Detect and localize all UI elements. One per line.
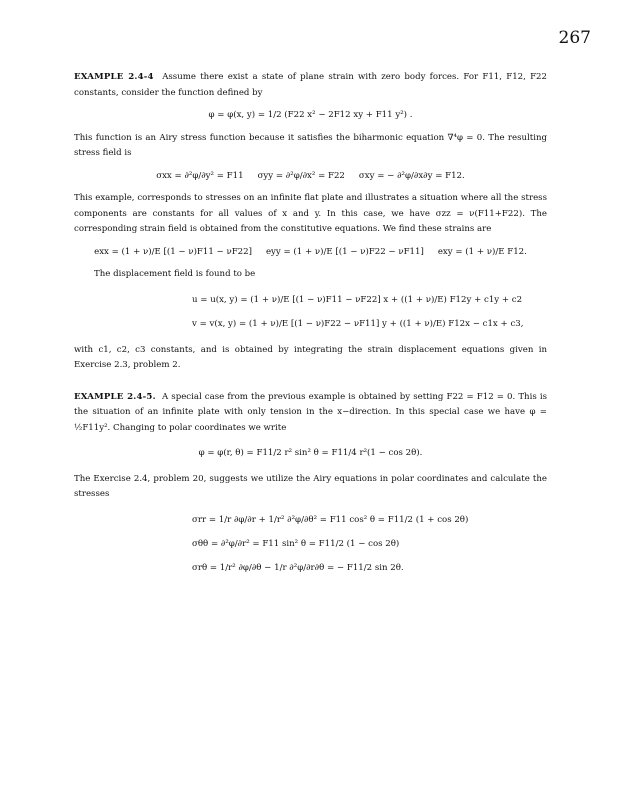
equation-phi-polar: φ = φ(r, θ) = F11/2 r² sin² θ = F11/4 r²(1 − cos 2θ). [198,448,423,458]
strain-field-equations [74,245,547,261]
equation-phi: φ = φ(x, y) = 1/2 (F22 x² − 2F12 xy + F11 y²) . [208,110,413,120]
equation-displacement-u: u = u(x, y) = (1 + ν)/E [(1 − ν)F11 − νF22] x + ((1 + ν)/E) F12y + c1y + c2 [192,294,523,305]
displacement-intro: The displacement field is found to be [94,269,256,279]
page-content [74,70,547,587]
equation-stress-yy: σyy = ∂²φ/∂x² = F22 [257,170,345,181]
equation-strain-yy: eyy = (1 + ν)/E [(1 − ν)F22 − νF11] [265,246,424,257]
plate-paragraph: This example, corresponds to stresses on an infinite flat plate and illustrates a situation where all the stress components are constants for all values of x and y. In this case, we have σzz = ν(F11+F22). The corresponding strain field is obtained from the constitutive equations. We find these strains are [74,193,547,234]
equation-sigma-theta-theta: σθθ = ∂²φ/∂r² = F11 sin² θ = F11/2 (1 − cos 2θ) [192,538,400,549]
displacement-equations [192,289,547,337]
example-2-intro-paragraph [74,390,547,437]
exercise-paragraph: The Exercise 2.4, problem 20, suggests we utilize the Airy equations in polar coordinates and calculate the stresses [74,473,547,499]
example-1-intro-paragraph [74,70,547,101]
equation-stress-xx: σxx = ∂²φ/∂y² = F11 [156,170,244,181]
equation-stress-xy: σxy = − ∂²φ/∂x∂y = F12. [358,170,465,181]
equation-displacement-v: v = v(x, y) = (1 + ν)/E [(1 − ν)F22 − νF11] y + ((1 + ν)/E) F12x − c1x + c3, [192,318,524,329]
displacement-closing: with c1, c2, c3 constants, and is obtained by integrating the strain displacement equations given in Exercise 2.3, problem 2. [74,344,547,370]
page-number: 267 [558,28,591,48]
example-2-intro: A special case from the previous example is obtained by setting F22 = F12 = 0. This is the situation of an infinite plate with only tension in the x−direction. In this special case we have φ = ½F11y². Changing to polar coordinates we write [74,391,547,433]
polar-stress-equations [192,509,547,581]
equation-strain-xy: exy = (1 + ν)/E F12. [437,246,527,257]
equation-strain-xx: exx = (1 + ν)/E [(1 − ν)F11 − νF22] [94,246,252,257]
equation-sigma-rr: σrr = 1/r ∂φ/∂r + 1/r² ∂²φ/∂θ² = F11 cos² θ = F11/2 (1 + cos 2θ) [192,514,469,525]
example-2-heading: EXAMPLE 2.4-5. [74,391,156,402]
airy-paragraph: This function is an Airy stress function because it satisfies the biharmonic equation ∇⁴φ = 0. The resulting stress field is [74,132,547,158]
example-1-intro: Assume there exist a state of plane strain with zero body forces. For F11, F12, F22 constants, consider the function defined by [74,72,547,98]
equation-sigma-r-theta: σrθ = 1/r² ∂φ/∂θ − 1/r ∂²φ/∂r∂θ = − F11/2 sin 2θ. [192,562,404,573]
example-1-heading: EXAMPLE 2.4-4 [74,72,154,82]
stress-field-equations [74,169,547,185]
